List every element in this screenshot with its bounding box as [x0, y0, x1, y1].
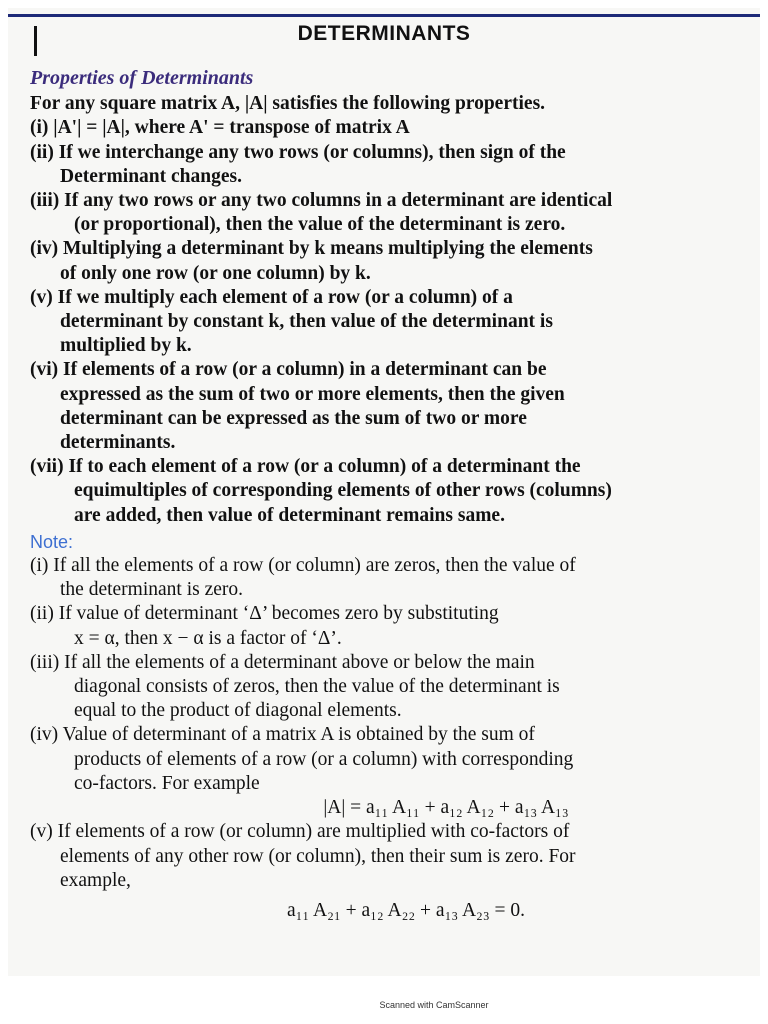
scanned-page [8, 8, 760, 976]
property-line: determinant can be expressed as the sum of two or more [60, 407, 527, 429]
note-line: co-factors. For example [74, 772, 260, 794]
note-line: (iii) If all the elements of a determinant above or below the main [30, 651, 535, 673]
property-line: Determinant changes. [60, 165, 242, 187]
note-line: x = α, then x − α is a factor of ‘Δ’. [74, 627, 342, 649]
property-line: (vi) If elements of a row (or a column) in a determinant can be [30, 359, 547, 381]
property-line: (iii) If any two rows or any two columns in a determinant are identical [30, 190, 613, 212]
property-line: (vii) If to each element of a row (or a column) of a determinant the [30, 456, 581, 478]
top-rule [8, 14, 760, 17]
section-heading: Properties of Determinants [30, 67, 254, 89]
property-line: (v) If we multiply each element of a row (or a column) of a [30, 286, 513, 308]
scanner-watermark: Scanned with CamScanner [379, 1000, 489, 1010]
note-line: example, [60, 869, 131, 891]
property-line: are added, then value of determinant remains same. [74, 504, 505, 526]
property-line: expressed as the sum of two or more elements, then the given [60, 383, 565, 405]
property-line: determinants. [60, 432, 176, 454]
note-line: (ii) If value of determinant ‘Δ’ becomes zero by substituting [30, 603, 499, 625]
note-line: equal to the product of diagonal elements. [74, 700, 402, 722]
property-line: of only one row (or one column) by k. [60, 262, 371, 284]
property-line: (iv) Multiplying a determinant by k means multiplying the elements [30, 238, 593, 260]
page-title: DETERMINANTS [297, 22, 471, 45]
note-line: (iv) Value of determinant of a matrix A is obtained by the sum of [30, 724, 535, 746]
formula-expansion: |A| = a₁₁ A₁₁ + a₁₂ A₁₂ + a₁₃ A₁₃ [323, 797, 569, 819]
note-line: (i) If all the elements of a row (or column) are zeros, then the value of [30, 555, 576, 577]
note-line: products of elements of a row (or a column) with corresponding [74, 748, 574, 770]
formula-cofactor-sum: a₁₁ A₂₁ + a₁₂ A₂₂ + a₁₃ A₂₃ = 0. [286, 899, 526, 921]
property-line: (or proportional), then the value of the determinant is zero. [74, 214, 566, 236]
note-line: elements of any other row (or column), then their sum is zero. For [60, 845, 576, 867]
property-line: equimultiples of corresponding elements of other rows (columns) [74, 480, 612, 502]
intro-text: For any square matrix A, |A| satisfies the following properties. [30, 93, 546, 115]
content [30, 66, 742, 923]
property-line: (i) |A'| = |A|, where A' = transpose of matrix A [30, 117, 410, 139]
property-line: multiplied by k. [60, 335, 192, 357]
property-line: (ii) If we interchange any two rows (or columns), then sign of the [30, 141, 566, 163]
note-heading: Note: [30, 531, 74, 552]
note-line: the determinant is zero. [60, 579, 244, 601]
property-line: determinant by constant k, then value of the determinant is [60, 311, 553, 333]
note-line: diagonal consists of zeros, then the value of the determinant is [74, 676, 560, 698]
note-line: (v) If elements of a row (or column) are multiplied with co-factors of [30, 821, 570, 843]
